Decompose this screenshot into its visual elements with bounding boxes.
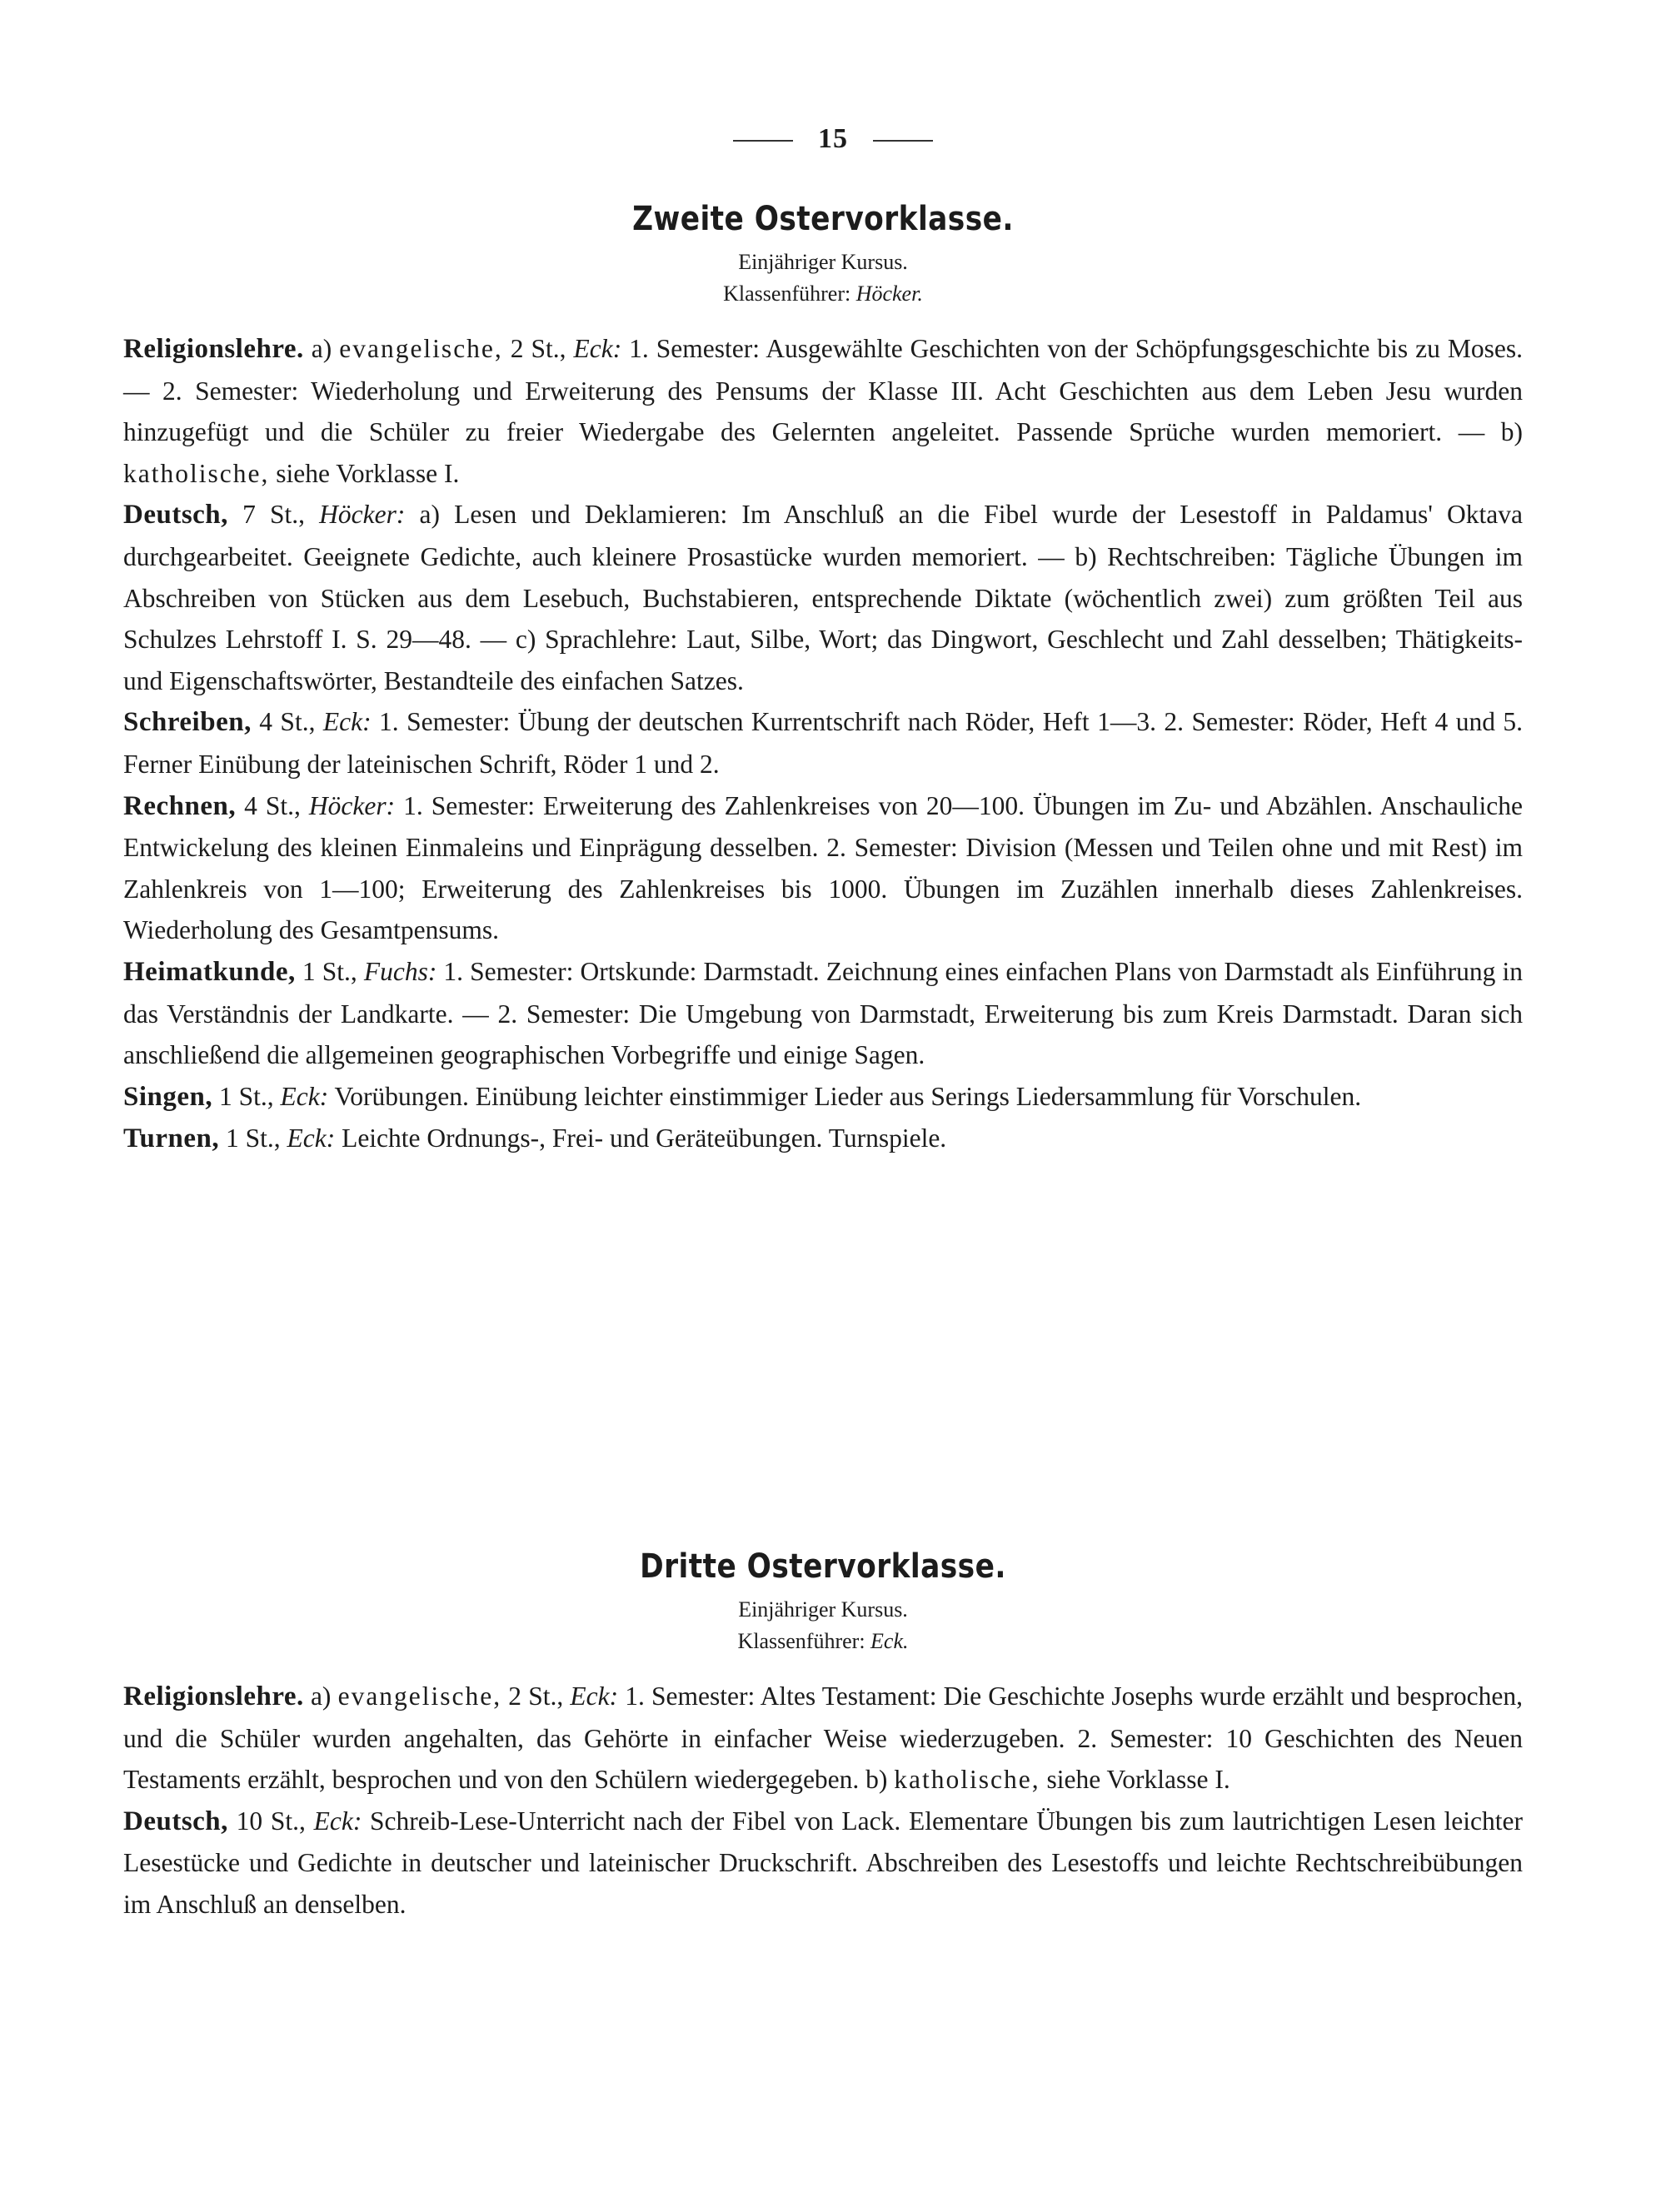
text-run: 1. Semester: Altes Testament: Die Geschichte Josephs wurde erzählt und besprochen, und die Schüler wurden angehalten, das Gehörte in einfacher Weise wiederzugeben. 2. Semester: 10 Geschichten des Neuen Testaments erzählt, besprochen und von den Schülern wiedergegeben. b) <box>123 1681 1523 1795</box>
class-teacher-line <box>123 1626 1523 1657</box>
section-zweite-ostervorklasse <box>123 200 1523 1160</box>
text-run: 4 St., <box>251 707 323 737</box>
text-run: siehe Vorklasse I. <box>1040 1765 1230 1795</box>
page-number-dash-left <box>733 140 793 142</box>
class-teacher-line <box>123 278 1523 310</box>
teacher-name: Eck: <box>280 1081 329 1111</box>
course-duration: Einjähriger Kursus. <box>738 1597 908 1622</box>
text-run: 1. Semester: Ausgewählte Geschichten von der Schöpfungsgeschichte bis zu Moses. — 2. Semester: Wiederholung und Erweiterung des Pensums der Klasse III. Acht Geschichten aus dem Leben Jesu wurden hinzugefügt und die Schüler zu freier Wiedergabe des Gelernten angeleitet. Passende Sprüche wurden memoriert. — b) <box>123 334 1523 447</box>
text-run: siehe Vorklasse I. <box>269 458 460 488</box>
text-run-spaced: evangelische, <box>339 334 503 363</box>
paragraph-schreiben <box>123 701 1523 785</box>
subject-heading: Singen, <box>123 1081 213 1112</box>
paragraph-religionslehre <box>123 1676 1523 1801</box>
subject-heading: Turnen, <box>123 1123 220 1154</box>
paragraph-deutsch <box>123 494 1523 701</box>
paragraph-heimatkunde <box>123 951 1523 1076</box>
course-duration: Einjähriger Kursus. <box>738 250 908 274</box>
text-run: 7 St., <box>227 500 320 530</box>
section-title: Zweite Ostervorklasse. <box>632 200 1014 238</box>
text-run: 2 St., <box>501 1681 571 1711</box>
text-run-spaced: evangelische, <box>337 1681 502 1711</box>
section-body <box>123 1676 1523 1926</box>
section-dritte-ostervorklasse <box>123 1547 1523 1926</box>
teacher-name: Eck: <box>313 1806 362 1836</box>
teacher-name: Höcker: <box>308 790 396 820</box>
teacher-name: Eck: <box>287 1123 336 1153</box>
text-run: 2 St., <box>502 334 574 363</box>
page-number-line <box>0 123 1666 155</box>
class-teacher-name: Höcker. <box>855 281 923 306</box>
teacher-name: Fuchs: <box>363 956 437 986</box>
teacher-name: Eck: <box>322 707 372 737</box>
text-run: 4 St., <box>236 790 309 820</box>
subject-heading: Deutsch, <box>123 500 228 531</box>
text-run: 1. Semester: Ortskunde: Darmstadt. Zeichnung eines einfachen Plans von Darmstadt als Einführung in das Verständnis der Landkarte. — 2. Semester: Die Umgebung von Darmstadt, Erweiterung bis zum Kreis Darmstadt. Daran sich anschließend die allgemeinen geographischen Vorbegriffe und einige Sagen. <box>123 956 1523 1070</box>
page-number: 15 <box>818 123 848 154</box>
class-teacher-label: Klassenführer: <box>737 1629 865 1653</box>
paragraph-religionslehre <box>123 328 1523 494</box>
text-run: 1 St., <box>295 956 364 986</box>
class-teacher-label: Klassenführer: <box>723 281 851 306</box>
subject-heading: Religionslehre. <box>123 334 304 364</box>
text-run: 1 St., <box>219 1123 287 1153</box>
class-teacher-name: Eck. <box>870 1629 909 1653</box>
teacher-name: Eck: <box>573 334 622 363</box>
subject-heading: Rechnen, <box>123 790 237 821</box>
paragraph-rechnen <box>123 785 1523 951</box>
teacher-name: Höcker: <box>319 500 406 530</box>
text-run: 1 St., <box>212 1081 281 1111</box>
subject-heading: Religionslehre. <box>123 1681 304 1711</box>
text-run: Vorübungen. Einübung leichter einstimmiger Lieder aus Serings Liedersammlung für Vorschulen. <box>328 1081 1362 1111</box>
teacher-name: Eck: <box>570 1681 619 1711</box>
paragraph-turnen <box>123 1118 1523 1160</box>
subject-heading: Heimatkunde, <box>123 956 296 987</box>
page-number-dash-right <box>873 140 933 142</box>
text-run: 10 St., <box>227 1806 314 1836</box>
text-run: a) <box>303 334 340 363</box>
text-run: 1. Semester: Übung der deutschen Kurrentschrift nach Röder, Heft 1—3. 2. Semester: Röder, Heft 4 und 5. Ferner Einübung der lateinischen Schrift, Röder 1 und 2. <box>123 707 1523 779</box>
text-run: Schreib-Lese-Unterricht nach der Fibel von Lack. Elementare Übungen bis zum lautrichtigen Lesen leichter Lesestücke und Gedichte in deutscher und lateinischer Druckschrift. Abschreiben des Lesestoffs und leichte Rechtschreibübungen im Anschluß an denselben. <box>123 1806 1523 1919</box>
paragraph-deutsch <box>123 1801 1523 1926</box>
section-body <box>123 328 1523 1160</box>
text-run-spaced: katholische, <box>894 1765 1040 1795</box>
text-run: a) Lesen und Deklamieren: Im Anschluß an die Fibel wurde der Lesestoff in Paldamus' Oktava durchgearbeitet. Geeignete Gedichte, auch kleinere Prosastücke wurden memoriert. — b) Rechtschreiben: Tägliche Übungen im Abschreiben von Stücken aus dem Lesebuch, Buchstabieren, entsprechende Diktate (wöchentlich zwei) zum größten Teil aus Schulzes Lehrstoff I. S. 29—48. — c) Sprachlehre: Laut, Silbe, Wort; das Dingwort, Geschlecht und Zahl desselben; Thätigkeits- und Eigenschaftswörter, Bestandteile des einfachen Satzes. <box>123 500 1523 695</box>
text-run-spaced: katholische, <box>123 458 270 488</box>
text-run: 1. Semester: Erweiterung des Zahlenkreises von 20—100. Übungen im Zu- und Abzählen. Anschauliche Entwickelung des kleinen Einmaleins und Einprägung desselben. 2. Semester: Division (Messen und Teilen ohne und mit Rest) im Zahlenkreis von 1—100; Erweiterung des Zahlenkreises bis 1000. Übungen im Zuzählen innerhalb dieses Zahlenkreises. Wiederholung des Gesamtpensums. <box>123 790 1523 945</box>
subject-heading: Schreiben, <box>123 707 252 738</box>
subject-heading: Deutsch, <box>123 1806 228 1836</box>
text-run: a) <box>303 1681 338 1711</box>
section-title: Dritte Ostervorklasse. <box>640 1547 1006 1586</box>
text-run: Leichte Ordnungs-, Frei- und Geräteübungen. Turnspiele. <box>335 1123 947 1153</box>
paragraph-singen <box>123 1076 1523 1118</box>
